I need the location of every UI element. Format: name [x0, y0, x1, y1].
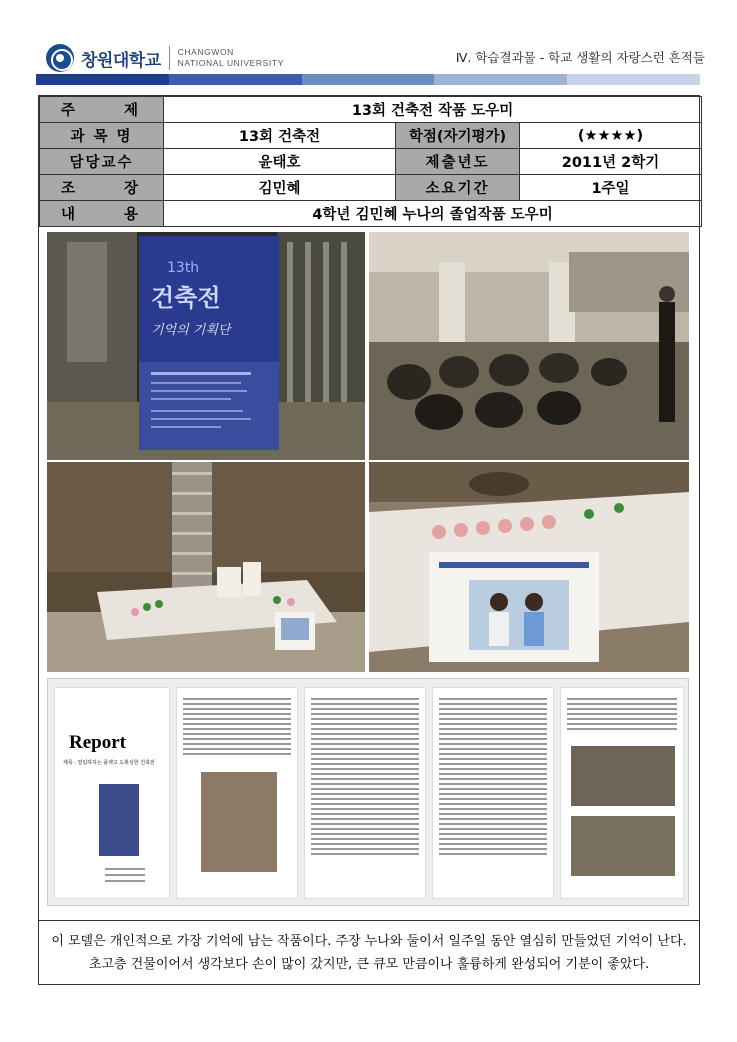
year-label: 제출년도	[396, 149, 520, 175]
tower-model-photo-graphic	[47, 462, 365, 672]
content-value: 4학년 김민혜 누나의 졸업작품 도우미	[164, 201, 702, 227]
university-eng-line1: CHANGWON	[177, 47, 234, 57]
university-name: 창원대학교	[81, 50, 161, 71]
leader-label: 조 장	[40, 175, 164, 201]
photo-tower-model	[47, 462, 365, 672]
caption-line-2: 초고층 건물이어서 생각보다 손이 많이 갔지만, 큰 큐모 만큼이나 훌륭하게 완성되어 기분이 좋았다.	[88, 957, 650, 972]
university-eng-line2: NATIONAL UNIVERSITY	[177, 58, 284, 68]
ceremony-photo-graphic	[369, 232, 689, 460]
poster-photo-graphic	[47, 232, 365, 460]
report-page-5-photo-1	[571, 746, 675, 806]
reflection-caption	[39, 920, 699, 984]
caption-line-1: 이 모델은 개인적으로 가장 기억에 남는 작품이다. 주장 누나와 둘이서 일주일 동안 열심히 만들었던 기억이 난다.	[51, 934, 687, 949]
credit-label: 학점(자기평가)	[396, 123, 520, 149]
report-title: Report	[69, 732, 126, 753]
period-value: 1주일	[520, 175, 702, 201]
report-page-3	[304, 687, 426, 899]
report-page-5	[560, 687, 684, 899]
course-label: 과 목 명	[40, 123, 164, 149]
professor-row	[40, 149, 702, 175]
report-cover-poster-thumb	[99, 784, 139, 856]
report-cover-text-line	[105, 868, 145, 870]
credit-value: (★★★★)	[520, 123, 702, 149]
report-page-5-photo-2	[571, 816, 675, 876]
page-header	[0, 0, 737, 90]
color-bar-segment	[36, 74, 169, 85]
leader-value: 김민혜	[164, 175, 396, 201]
report-page-2-photo	[201, 772, 277, 872]
info-table	[39, 96, 702, 227]
photo-opening-ceremony	[369, 232, 689, 460]
course-value: 13회 건축전	[164, 123, 396, 149]
report-subtitle: 제목 : 열림하하는 플랫고 도봉상한 건축전	[63, 760, 155, 766]
course-row	[40, 123, 702, 149]
photo-model-closeup	[369, 462, 689, 672]
header-color-bar	[36, 74, 700, 85]
project-sheet	[38, 95, 700, 985]
leader-row	[40, 175, 702, 201]
color-bar-segment	[302, 74, 435, 85]
report-cover-text-line	[105, 880, 145, 882]
report-pages-strip	[47, 678, 689, 906]
report-cover-text-line	[105, 874, 145, 876]
color-bar-segment	[567, 74, 700, 85]
professor-label: 담당교수	[40, 149, 164, 175]
university-logo	[46, 44, 284, 72]
color-bar-segment	[434, 74, 567, 85]
subject-label: 주 제	[40, 97, 164, 123]
university-emblem-icon	[46, 44, 74, 72]
university-eng-name	[178, 47, 284, 69]
content-label: 내 용	[40, 201, 164, 227]
period-label: 소요기간	[396, 175, 520, 201]
color-bar-segment	[169, 74, 302, 85]
content-row	[40, 201, 702, 227]
logo-divider	[169, 46, 170, 70]
model-closeup-photo-graphic	[369, 462, 689, 672]
subject-value: 13회 건축전 작품 도우미	[164, 97, 702, 123]
year-value: 2011년 2학기	[520, 149, 702, 175]
photo-exhibition-poster	[47, 232, 365, 460]
professor-value: 윤태호	[164, 149, 396, 175]
subject-row	[40, 97, 702, 123]
poster-edition: 13th	[167, 260, 200, 276]
report-cover-page	[54, 687, 170, 899]
report-page-2	[176, 687, 298, 899]
section-title: Ⅳ. 학습결과물 - 학교 생활의 자랑스런 흔적들	[455, 50, 705, 65]
poster-title: 건축전	[151, 284, 221, 312]
poster-subtitle: 기억의 기획단	[151, 323, 231, 338]
report-page-4	[432, 687, 554, 899]
